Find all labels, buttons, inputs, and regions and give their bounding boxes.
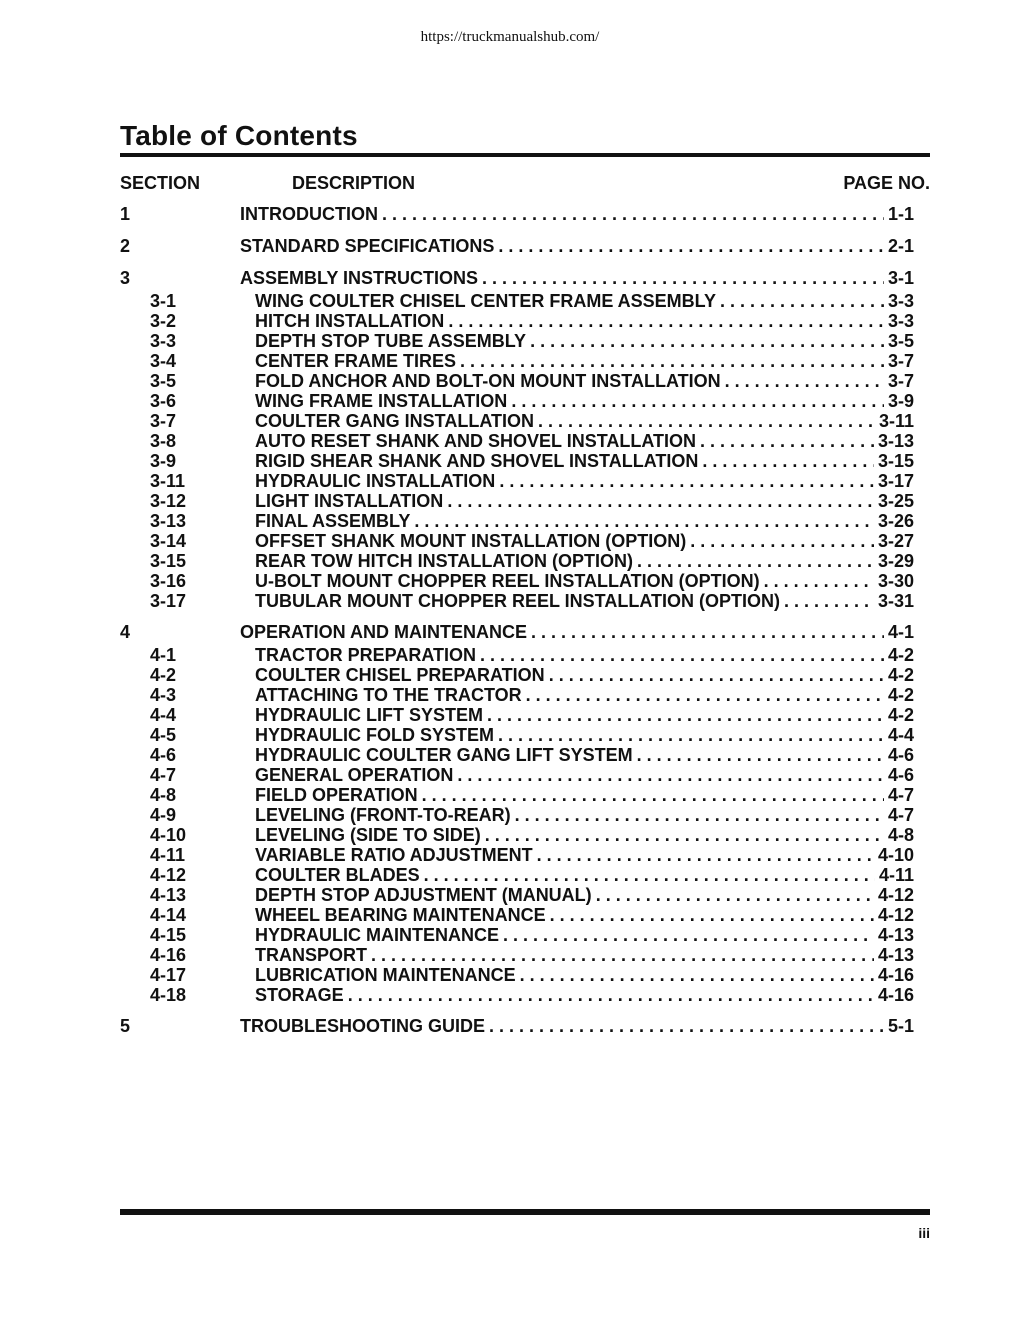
toc-entry-number: 3-12: [150, 491, 187, 511]
toc-entry[interactable]: [120, 785, 930, 805]
toc-entry-page: 3-29: [877, 551, 914, 571]
toc-entry[interactable]: [120, 267, 930, 289]
dot-leader: [538, 411, 875, 431]
toc-entry-line: [255, 765, 914, 785]
toc-entry-number: 3-7: [150, 411, 177, 431]
toc-entry-title: REAR TOW HITCH INSTALLATION (OPTION): [255, 551, 633, 571]
toc-entry-page: 4-12: [877, 905, 914, 925]
dot-leader: [700, 431, 874, 451]
toc-entry-number: 4-8: [150, 785, 177, 805]
dot-leader: [515, 805, 884, 825]
dot-leader: [596, 885, 874, 905]
dot-leader: [498, 235, 884, 257]
toc-entry-title: LIGHT INSTALLATION: [255, 491, 444, 511]
toc-entry-number: 3-17: [150, 591, 187, 611]
toc-entry-line: [255, 645, 914, 665]
toc-entry-number: 4-13: [150, 885, 187, 905]
toc-entry-title: STORAGE: [255, 985, 344, 1005]
toc-entry-line: [255, 825, 914, 845]
toc-entry-number: 4-16: [150, 945, 187, 965]
dot-leader: [482, 267, 884, 289]
dot-leader: [725, 371, 884, 391]
dot-leader: [485, 825, 884, 845]
toc-entry-line: [240, 621, 914, 643]
toc-entry-page: 4-12: [877, 885, 914, 905]
toc-entry-title: COULTER GANG INSTALLATION: [255, 411, 534, 431]
toc-entry[interactable]: [120, 571, 930, 591]
toc-entry-title: TROUBLESHOOTING GUIDE: [240, 1016, 486, 1036]
toc-entry-line: [240, 235, 914, 257]
toc-entry[interactable]: [120, 591, 930, 611]
toc-entry[interactable]: [120, 745, 930, 765]
toc-entry-line: [255, 571, 914, 591]
toc-entry-number: 3-4: [150, 351, 177, 371]
dot-leader: [526, 685, 884, 705]
toc-entry[interactable]: [120, 411, 930, 431]
toc-entry-line: [255, 331, 914, 351]
toc-entry-number: 4-5: [150, 725, 177, 745]
toc-entry-page: 3-31: [877, 591, 914, 611]
toc-entry-line: [255, 725, 914, 745]
toc-entry-title: FIELD OPERATION: [255, 785, 418, 805]
toc-entry-title: VARIABLE RATIO ADJUSTMENT: [255, 845, 533, 865]
toc-entry-title: U-BOLT MOUNT CHOPPER REEL INSTALLATION (OPTION): [255, 571, 760, 591]
toc-entry[interactable]: [120, 451, 930, 471]
toc-entry-line: [255, 371, 914, 391]
toc-entry[interactable]: [120, 705, 930, 725]
toc-entry-title: WING FRAME INSTALLATION: [255, 391, 508, 411]
toc-entry-title: WING COULTER CHISEL CENTER FRAME ASSEMBLY: [255, 291, 717, 311]
toc-entry[interactable]: [120, 1015, 930, 1037]
dot-leader: [348, 985, 874, 1005]
dot-leader: [382, 203, 884, 225]
toc-entry[interactable]: [120, 203, 930, 225]
toc-entry[interactable]: [120, 391, 930, 411]
toc-entry-number: 3: [120, 268, 131, 288]
toc-entry[interactable]: [120, 825, 930, 845]
toc-entry-line: [255, 885, 914, 905]
dot-leader: [424, 865, 875, 885]
toc-entry-title: WHEEL BEARING MAINTENANCE: [255, 905, 546, 925]
toc-entry-number: 3-1: [150, 291, 177, 311]
toc-entry[interactable]: [120, 371, 930, 391]
toc-entry-line: [255, 351, 914, 371]
toc-entry[interactable]: [120, 685, 930, 705]
toc-entry-page: 4-10: [877, 845, 914, 865]
toc-entry[interactable]: [120, 845, 930, 865]
toc-entry-page: 3-15: [877, 451, 914, 471]
toc-entry-page: 4-7: [887, 805, 914, 825]
toc-entry-line: [255, 531, 914, 551]
toc-entry-number: 4-14: [150, 905, 187, 925]
toc-entry-line: [255, 311, 914, 331]
toc-entry[interactable]: [120, 551, 930, 571]
dot-leader: [499, 471, 874, 491]
toc-entry-page: 4-2: [887, 685, 914, 705]
toc-entry-page: 4-6: [887, 745, 914, 765]
toc-entry-line: [255, 665, 914, 685]
toc-entry-title: TRANSPORT: [255, 945, 367, 965]
toc-entry-title: INTRODUCTION: [240, 204, 378, 224]
toc-entry-page: 4-16: [877, 985, 914, 1005]
toc-entry-title: GENERAL OPERATION: [255, 765, 454, 785]
dot-leader: [422, 785, 884, 805]
toc-entry-page: 3-3: [887, 291, 914, 311]
toc-entry-number: 5: [120, 1016, 131, 1036]
toc-entry-number: 3-11: [150, 471, 186, 491]
toc-entry-page: 4-8: [887, 825, 914, 845]
toc-entry-line: [255, 925, 914, 945]
toc-entry-line: [255, 985, 914, 1005]
toc-entry-page: 3-1: [887, 268, 914, 288]
toc-entry-number: 4-1: [150, 645, 177, 665]
toc-entry-page: 3-27: [877, 531, 914, 551]
toc-entry-number: 4-10: [150, 825, 187, 845]
toc-entry-page: 4-2: [887, 705, 914, 725]
dot-leader: [371, 945, 874, 965]
dot-leader: [537, 845, 874, 865]
toc-entry-number: 4-11: [150, 845, 186, 865]
toc-entry-number: 4-6: [150, 745, 177, 765]
toc-entry-page: 4-13: [877, 945, 914, 965]
toc-entry-title: OPERATION AND MAINTENANCE: [240, 622, 527, 642]
dot-leader: [550, 905, 874, 925]
toc-entry-number: 4-4: [150, 705, 177, 725]
toc-entry-number: 4-3: [150, 685, 177, 705]
toc-entry-line: [255, 471, 914, 491]
toc-entry-title: LEVELING (FRONT-TO-REAR): [255, 805, 511, 825]
toc-entry-number: 3-14: [150, 531, 187, 551]
dot-leader: [530, 331, 884, 351]
toc-entry-number: 4-7: [150, 765, 177, 785]
toc-entry-page: 3-3: [887, 311, 914, 331]
toc-entry-number: 3-6: [150, 391, 177, 411]
toc-entry-page: 4-2: [887, 645, 914, 665]
page-column-header: PAGE NO.: [843, 173, 930, 193]
dot-leader: [487, 705, 884, 725]
dot-leader: [489, 1015, 884, 1037]
toc-entry-line: [255, 685, 914, 705]
source-url: https://truckmanualshub.com/: [420, 29, 600, 45]
toc-entry-line: [240, 1015, 914, 1037]
toc-entry-line: [240, 267, 914, 289]
toc-entry-title: ASSEMBLY INSTRUCTIONS: [240, 268, 479, 288]
toc-entry-page: 4-11: [878, 865, 914, 885]
toc-entry-title: CENTER FRAME TIRES: [255, 351, 457, 371]
title-divider: [120, 153, 930, 157]
toc-entry-title: COULTER CHISEL PREPARATION: [255, 665, 545, 685]
toc-entry[interactable]: [120, 431, 930, 451]
dot-leader: [549, 665, 884, 685]
toc-entry[interactable]: [120, 925, 930, 945]
toc-entry-line: [255, 451, 914, 471]
dot-leader: [503, 925, 874, 945]
description-column-header: DESCRIPTION: [292, 173, 416, 193]
toc-entry[interactable]: [120, 235, 930, 257]
toc-entry-number: 4-2: [150, 665, 177, 685]
dot-leader: [498, 725, 884, 745]
toc-entry-page: 4-4: [887, 725, 914, 745]
toc-entry-number: 4-9: [150, 805, 177, 825]
dot-leader: [690, 531, 874, 551]
toc-entry[interactable]: [120, 885, 930, 905]
toc-entry-line: [255, 431, 914, 451]
toc-entry-page: 4-13: [877, 925, 914, 945]
toc-entry-line: [255, 591, 914, 611]
toc-entry-line: [255, 785, 914, 805]
toc-entry[interactable]: [120, 765, 930, 785]
toc-entry-line: [255, 411, 914, 431]
dot-leader: [480, 645, 884, 665]
toc-entry-page: 5-1: [887, 1016, 914, 1036]
toc-entry[interactable]: [120, 331, 930, 351]
toc-entry-title: HYDRAULIC LIFT SYSTEM: [255, 705, 483, 725]
dot-leader: [784, 591, 874, 611]
toc-entry[interactable]: [120, 945, 930, 965]
toc-entry[interactable]: [120, 351, 930, 371]
toc-entry-title: FINAL ASSEMBLY: [255, 511, 411, 531]
toc-entry-number: 1: [120, 204, 131, 224]
toc-entry-number: 3-9: [150, 451, 177, 471]
toc-entry-number: 3-2: [150, 311, 177, 331]
dot-leader: [511, 391, 884, 411]
toc-entry[interactable]: [120, 865, 930, 885]
toc-entry[interactable]: [120, 471, 930, 491]
toc-list: [120, 200, 930, 1037]
toc-entry-number: 2: [120, 236, 131, 256]
toc-entry-page: 3-11: [878, 411, 914, 431]
dot-leader: [531, 621, 884, 643]
toc-entry-page: 3-30: [877, 571, 914, 591]
toc-entry[interactable]: [120, 531, 930, 551]
toc-entry-line: [255, 391, 914, 411]
toc-entry-page: 4-16: [877, 965, 914, 985]
toc-entry-title: HYDRAULIC INSTALLATION: [255, 471, 496, 491]
toc-entry-line: [255, 745, 914, 765]
toc-entry-page: 3-9: [887, 391, 914, 411]
toc-entry-number: 4-17: [150, 965, 187, 985]
toc-entry-page: 3-7: [887, 371, 914, 391]
toc-entry-page: 3-26: [877, 511, 914, 531]
dot-leader: [457, 765, 884, 785]
toc-entry[interactable]: [120, 645, 930, 665]
toc-entry-line: [240, 203, 914, 225]
toc-entry[interactable]: [120, 511, 930, 531]
page-title: Table of Contents: [120, 120, 358, 151]
toc-entry[interactable]: [120, 491, 930, 511]
toc-entry-title: HYDRAULIC MAINTENANCE: [255, 925, 499, 945]
toc-entry[interactable]: [120, 965, 930, 985]
section-column-header: SECTION: [120, 173, 201, 193]
toc-entry-line: [255, 905, 914, 925]
toc-entry-title: TRACTOR PREPARATION: [255, 645, 477, 665]
dot-leader: [637, 551, 874, 571]
toc-entry[interactable]: [120, 905, 930, 925]
toc-entry-number: 3-16: [150, 571, 187, 591]
toc-entry-title: STANDARD SPECIFICATIONS: [240, 236, 495, 256]
toc-entry-number: 3-15: [150, 551, 187, 571]
toc-entry-line: [255, 945, 914, 965]
toc-entry[interactable]: [120, 621, 930, 643]
toc-entry[interactable]: [120, 665, 930, 685]
toc-entry-page: 3-7: [887, 351, 914, 371]
toc-entry-title: RIGID SHEAR SHANK AND SHOVEL INSTALLATION: [255, 451, 699, 471]
toc-entry-page: 4-1: [887, 622, 914, 642]
toc-entry-number: 3-13: [150, 511, 187, 531]
toc-entry-line: [255, 805, 914, 825]
toc-entry-title: FOLD ANCHOR AND BOLT-ON MOUNT INSTALLATION: [255, 371, 721, 391]
dot-leader: [414, 511, 874, 531]
page-number: iii: [918, 1225, 930, 1241]
toc-entry-title: DEPTH STOP ADJUSTMENT (MANUAL): [255, 885, 592, 905]
toc-entry[interactable]: [120, 311, 930, 331]
dot-leader: [637, 745, 884, 765]
dot-leader: [520, 965, 874, 985]
toc-entry-line: [255, 291, 914, 311]
toc-entry-page: 4-6: [887, 765, 914, 785]
toc-entry-number: 3-5: [150, 371, 177, 391]
toc-entry-title: AUTO RESET SHANK AND SHOVEL INSTALLATION: [255, 431, 697, 451]
dot-leader: [702, 451, 874, 471]
toc-entry-line: [255, 491, 914, 511]
dot-leader: [460, 351, 884, 371]
toc-entry[interactable]: [120, 725, 930, 745]
toc-entry[interactable]: [120, 291, 930, 311]
toc-entry-number: 3-8: [150, 431, 177, 451]
toc-entry-page: 3-13: [877, 431, 914, 451]
dot-leader: [764, 571, 874, 591]
toc-entry-title: HYDRAULIC FOLD SYSTEM: [255, 725, 495, 745]
dot-leader: [447, 491, 874, 511]
toc-entry-line: [255, 705, 914, 725]
toc-entry-title: LEVELING (SIDE TO SIDE): [255, 825, 481, 845]
toc-entry-number: 3-3: [150, 331, 177, 351]
toc-entry-title: HITCH INSTALLATION: [255, 311, 445, 331]
toc-entry-number: 4: [120, 622, 131, 642]
toc-entry-line: [255, 865, 914, 885]
toc-entry-title: TUBULAR MOUNT CHOPPER REEL INSTALLATION (OPTION): [255, 591, 780, 611]
toc-entry-page: 3-25: [877, 491, 914, 511]
dot-leader: [720, 291, 884, 311]
toc-entry-line: [255, 965, 914, 985]
toc-entry-number: 4-12: [150, 865, 187, 885]
toc-entry[interactable]: [120, 805, 930, 825]
toc-entry-title: DEPTH STOP TUBE ASSEMBLY: [255, 331, 527, 351]
toc-entry-page: 4-7: [887, 785, 914, 805]
toc-entry-line: [255, 845, 914, 865]
toc-entry-number: 4-18: [150, 985, 187, 1005]
toc-entry-line: [255, 551, 914, 571]
toc-entry-page: 1-1: [887, 204, 914, 224]
toc-entry-page: 3-17: [877, 471, 914, 491]
toc-entry-title: HYDRAULIC COULTER GANG LIFT SYSTEM: [255, 745, 633, 765]
toc-entry-title: OFFSET SHANK MOUNT INSTALLATION (OPTION): [255, 531, 687, 551]
toc-entry-line: [255, 511, 914, 531]
toc-entry-page: 2-1: [887, 236, 914, 256]
toc-entry-page: 3-5: [887, 331, 914, 351]
toc-entry-page: 4-2: [887, 665, 914, 685]
footer-divider: [120, 1209, 930, 1215]
toc-entry-number: 4-15: [150, 925, 187, 945]
toc-entry-title: ATTACHING TO THE TRACTOR: [255, 685, 522, 705]
toc-entry[interactable]: [120, 985, 930, 1005]
dot-leader: [448, 311, 884, 331]
toc-entry-title: LUBRICATION MAINTENANCE: [255, 965, 516, 985]
toc-entry-title: COULTER BLADES: [255, 865, 420, 885]
